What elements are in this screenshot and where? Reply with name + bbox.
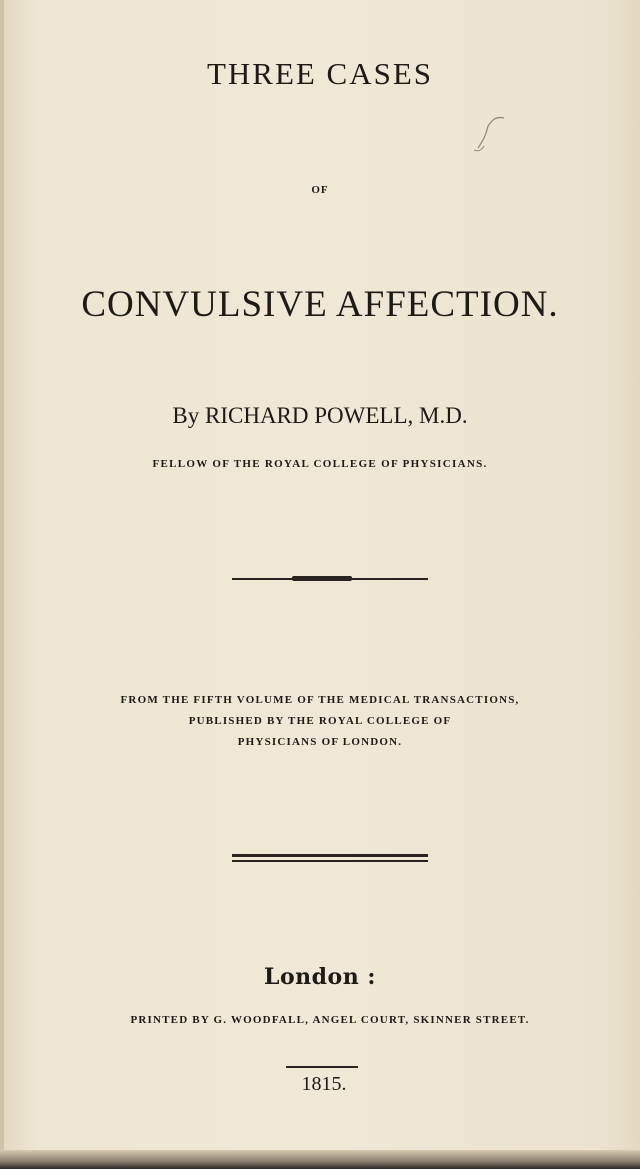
source-line: FROM THE FIFTH VOLUME OF THE MEDICAL TRANSACTIONS, [120,694,520,706]
subtitle: CONVULSIVE AFFECTION. [81,284,559,325]
imprint-printer: PRINTED BY G. WOODFALL, ANGEL COURT, SKINNER STREET. [130,1014,530,1026]
source-line: PUBLISHED BY THE ROYAL COLLEGE OF [188,715,452,727]
page-bottom-shadow [0,1150,640,1169]
title-connector: OF [311,184,329,196]
pencil-mark [466,108,516,158]
imprint-year: 1815. [301,1073,347,1095]
author-line: By RICHARD POWELL, M.D. [172,403,468,428]
divider-rule-swell [292,576,352,581]
double-rule-top [232,854,428,857]
book-title: THREE CASES [206,56,434,91]
imprint-city: London : [264,964,376,990]
short-rule [286,1066,358,1068]
page-edge [0,0,4,1169]
author-credentials: FELLOW OF THE ROYAL COLLEGE OF PHYSICIANS. [152,458,488,470]
source-note [0,690,640,753]
double-rule-bottom [232,860,428,862]
source-line: PHYSICIANS OF LONDON. [237,736,403,748]
